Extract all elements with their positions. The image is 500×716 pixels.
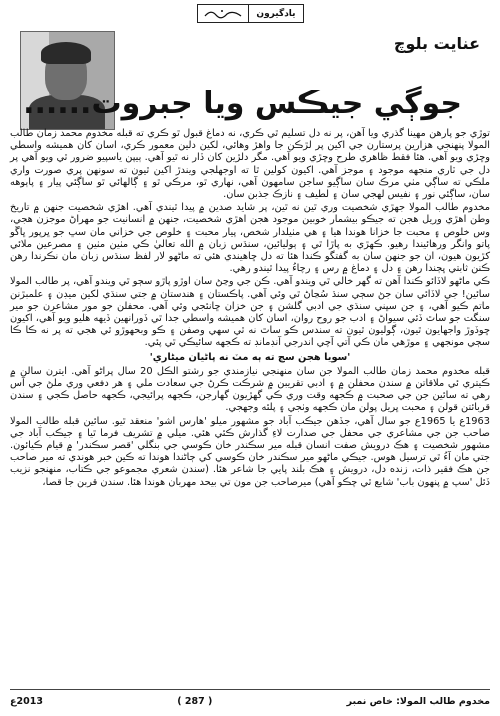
paragraph: مخدوم طالب المولا جهڙي شخصيت وري ٿين نه ٿين، پر شايد صدين ۾ پيدا ٿيندي آهي. اهڙي شخصيت جنهن ۾ تاريخ وطن اهڙي وريل هجن ته جيڪو بيشمار خوبين موجود هجن اهڙي شخصيت، جنهن ۾ انسانيت جو مهراڻ موجزن هجي، وس خلوص ۽ محبت جا خزانا هوندا هيا ۽ هي مٺيلدار شخص، پيار محبت ۽ خلوص جي خزاني مان سڀ جو ڀرپور ڀاڱو پاتو وانگر ورهائيندا رهيو. ڪهڙي به پاڙا ٿي ۽ ٻوليائين، سنڌس زبان ۾ الله تعاليٰ ڪي مٺين مٺين ۽ مصرعين ملائي کڙيون هيون، ان جو جنهن سان به گفتگو ڪندا هئا ته دل ڇاهيندي هئي ته ماڻهو لار لفظ سنڌس زبان مان نڪرندا رهن ڪنن ثابتي ڀڄندا رهن ۽ دل ۽ دماغ ۾ رس ۽ رچاءُ پيدا ٿيندو رهي. — [10, 202, 490, 275]
footer-year: 2013ع — [10, 695, 43, 707]
article-body — [10, 128, 490, 682]
page-number: ( 287 ) — [177, 695, 213, 707]
page-footer — [10, 693, 490, 709]
author-name: عنايت بلوچ — [393, 34, 480, 53]
footer-divider — [10, 689, 490, 690]
article-title: جوڳي جيڪس ويا جبروت...... — [23, 86, 462, 121]
section-label: يادگيرون — [256, 8, 296, 19]
section-tag — [197, 4, 304, 23]
verse-quote: 'سويا هجن سڄ ته ٻه مٽ نه پاڻيان ميڻاري' — [149, 351, 351, 363]
calligraphy-logo-icon — [203, 8, 243, 19]
paragraph: ڪي ماڻهو لاڏائو ڪندا آهن ته گهر خالي ٿي ويندو آهي. ڪن جي وڃڻ سان اوڙو پاڙو سڄو ٿي ويندو آهي، پر طالب المولا سائين! جي لاڏائي سان جڻ سڄي سنڌ سُڃاڻ ٿي وئي آهي. پاڪستان ۽ هندستان ۾ جتي سنڌي لکين ميڊن ۽ علمبڙنن ماتم ڪيو آهي، ۽ جن سڀني سنڌي جي ادبي گلشن ۽ جن خزان ڇانئجي وئي آهي. محفلن جو مور مشاعرن جو مير سنگت جو ساٿ ڏئي سيواڻ ۽ ادب جو روح روان، اسان کان هميشه واسطي جدا ٿي ڏورانهين ڏيهه هليو ويو آهي، اکيون ڇوڏوڙ واجهايون ٿيون، ڳوليون ٿيون ته سندس ڪو ساٿ نه ٿي سهي وصفن ۽ ڪو وبحهوڙو ٿي هجي ته پر نه ڪا ڪا سڄي مونجهي ۽ موڙهي مان ڪي آتي آچي اندرجي آنڊمانڊ ته ڪجهه سائيڪي ٿي پئي. — [10, 276, 490, 349]
paragraph: توڙي جو پارهن مهينا گذري ويا آهن، پر نه دل تسليم ٿي ڪري، نه دماغ قبول ٿو ڪري ته قبله مخدوم محمد زمان طالب المولا پنهنجي هزارين پرستارن جي اکين پر لڙڪن جا واهڙ وهائي، لکين دلين معمور ڪري، اسان کان هميشه واسطي وڇڙي ويو آهي. هئا فقط ظاهري طرح وڇڙي ويو آهي. مگر دلڙين کان ڏار نه ٿيو آهي. ٻيپن ياسپيو ضرور ٿي ويو آهي پر دل جي ٽاري منجهه موجود ۽ موجز آهي. اکيون کولين ٿا ته اوجهلجي ويندڙ اکين ٿيون ته سونهن پري صورت واري ملڪي ته ساڳي مٺي مرڪ سان ساڳيو ساجن سامهون آهي، نهاري ٿو، مرڪي ٿو ۽ ڳالهائي ٿو ساڳئي پيار ۽ پاٻوهه سان، ساڳئي نور ۽ نفيس لهجي سان ۽ لطيف ۽ نازڪ جذبن سان. — [10, 128, 490, 201]
journal-logo-icon — [198, 5, 249, 22]
paragraph: قبله مخدوم محمد زمان طالب المولا جن سان منهنجي نيازمندي جو رشتو الڪل 20 سال پراڻو آهي. ايترن سالن ۾ ڪيتري ئي ملاقاتن ۾ سندن محفلن ۾ ۽ ادبي تقريبن ۾ شرڪت ڪرڻ جي سعادت ملي ۽ هر دفعي وري ملڻ جي آس رهي ته سائين جن جي صحبت ۾ ڪجهه وقت وري ڪي گهڙيون گهارجن، ڪجهه پرائيجي، ڪجهه حاصل ڪجي ۽ سندن قربائتن قولن ۽ محبت ڀريل پولن مان ڪجهه وٺجي ۽ پلئه وجهجي. — [10, 365, 490, 414]
paragraph: 1963ع يا 1965ع جو سال آهي، جڏهن جيڪب آباد جو مشهور ميلو 'هارس اشو' منعقد ٿيو. سائين قبله طالب المولا صاحب جن جي مشاعري جي محفل جي صدارت لاءِ گذارش ڪئي هئي. ميلي ۾ تشريف فرما ٿيا ۽ جيڪب آباد جي مشهور شخصيت ۽ هڪ درويش صفت انسان قبله مير سڪندر خان ڪوسي جي بنگلي 'قصر سڪندر' ۾ قيام ڪيائون. جتي مان آءُ ٿي ترسيل هوس. جيڪي ماڻهو مير سڪندر خان ڪوسي کي ڄاڻندا هوندا ته ڪين خبر هوندي ته مير صاحب جن هڪ فقير ذات، زنده دل، درويش ۽ هڪ بلند پايي جا شاعر هئا. (سندن شعري مجموعو جي ڪتاب، منهنجو نزيب ڏئل 'سپ ۾ پنهون باب' شايع ٿي چڪو آهي) ميرصاحب جن مون تي بيحد مهربان هوندا هئا. سندن قربن جا قصا، — [10, 415, 490, 488]
journal-name: مخدوم طالب المولا: خاص نمبر — [346, 695, 490, 707]
